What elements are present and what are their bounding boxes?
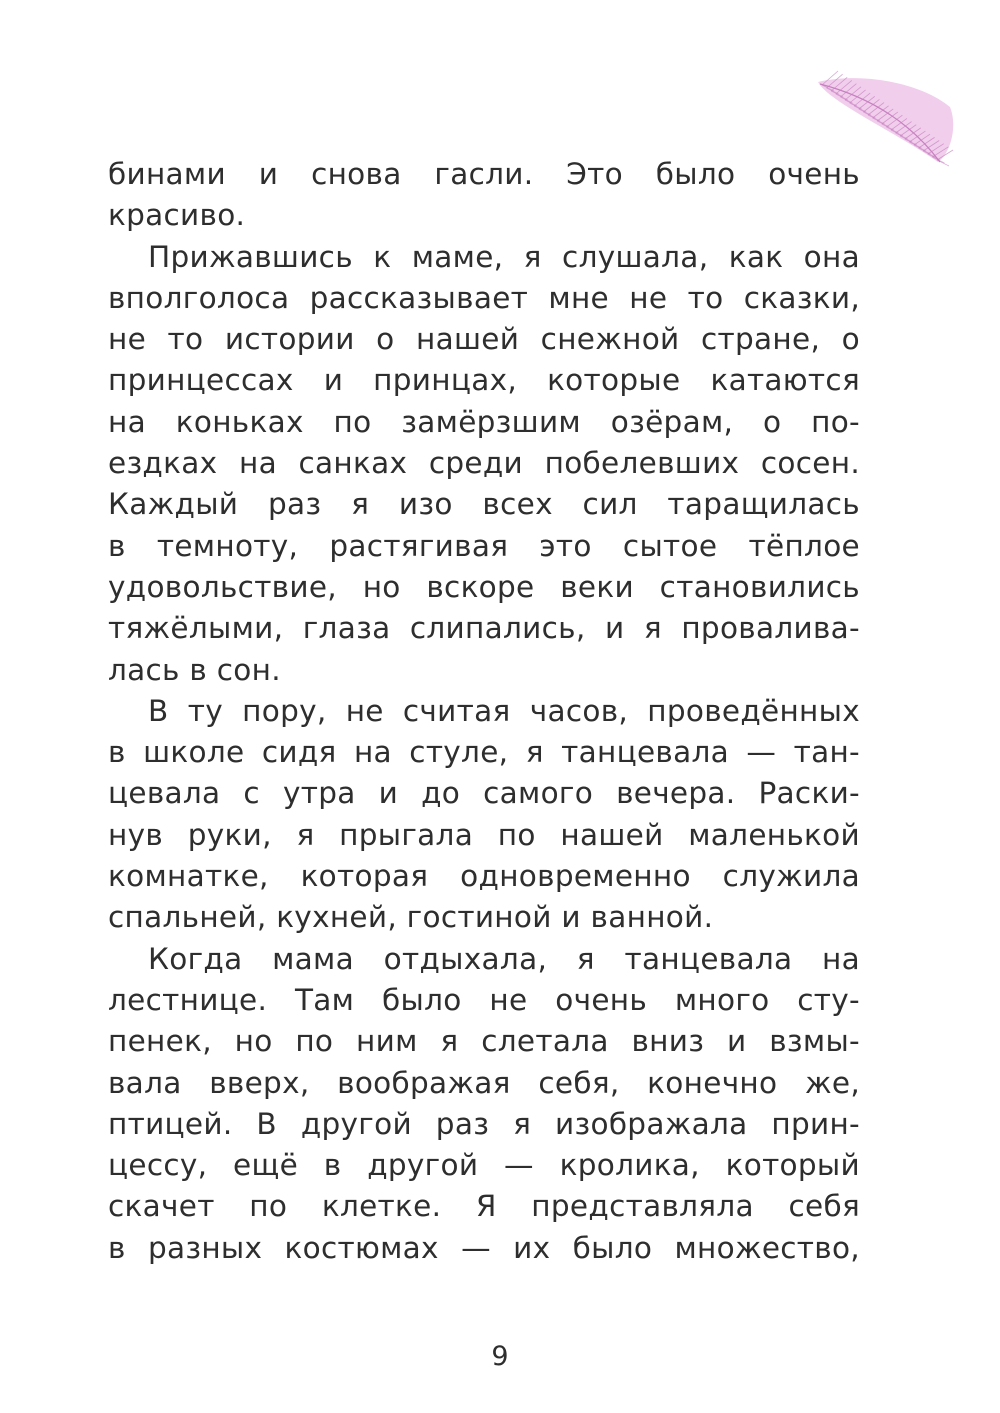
text-line: спальней, кухней, гостиной и ванной.	[108, 900, 714, 935]
text-line: тяжёлыми, глаза слипались, и я проваливa-	[108, 611, 860, 646]
text-line: пенек, но по ним я слетала вниз и взмы-	[108, 1024, 860, 1059]
body-text	[108, 154, 860, 1269]
text-line: цевала с утра и до самого вечера. Раски-	[108, 776, 860, 811]
text-line: лась в сон.	[108, 652, 281, 687]
page-number: 9	[491, 1341, 509, 1372]
text-line: принцессах и принцах, которые катаются	[108, 363, 860, 398]
text-line: в темноту, растягивая это сытое тёплое	[108, 528, 860, 563]
text-line: ездках на санках среди побелевших сосен.	[108, 446, 860, 481]
text-line: цессу, ещё в другой — кролика, который	[108, 1148, 860, 1183]
text-line: Когда мама отдыхала, я танцевала на	[148, 941, 860, 976]
text-line: Каждый раз я изо всех сил таращилась	[108, 487, 860, 522]
text-line: птицей. В другой раз я изображала прин-	[108, 1106, 860, 1141]
text-line: в разных костюмах — их было множество,	[108, 1230, 860, 1265]
text-line: бинами и снова гасли. Это было очень	[108, 157, 860, 191]
text-line: вполголоса рассказывает мне не то сказки,	[108, 280, 860, 315]
text-line: не то истории о нашей снежной стране, о	[108, 322, 860, 357]
text-line: В ту пору, не считая часов, проведённых	[148, 693, 860, 728]
text-line: на коньках по замёрзшим озёрам, о по-	[108, 404, 860, 439]
text-line: удовольствие, но вскоре веки становились	[108, 569, 860, 604]
text-line: красиво.	[108, 198, 246, 233]
text-line: нув руки, я прыгала по нашей маленькой	[108, 817, 860, 852]
text-line: лестнице. Там было не очень много сту-	[108, 982, 860, 1017]
text-line: скачет по клетке. Я представляла себя	[108, 1189, 860, 1224]
text-line: Прижавшись к маме, я слушала, как она	[148, 239, 860, 274]
text-line: вала вверх, воображая себя, конечно же,	[108, 1065, 860, 1100]
text-line: в школе сидя на стуле, я танцевала — тан-	[108, 735, 860, 770]
text-line: комнатке, которая одновременно служила	[108, 859, 860, 894]
